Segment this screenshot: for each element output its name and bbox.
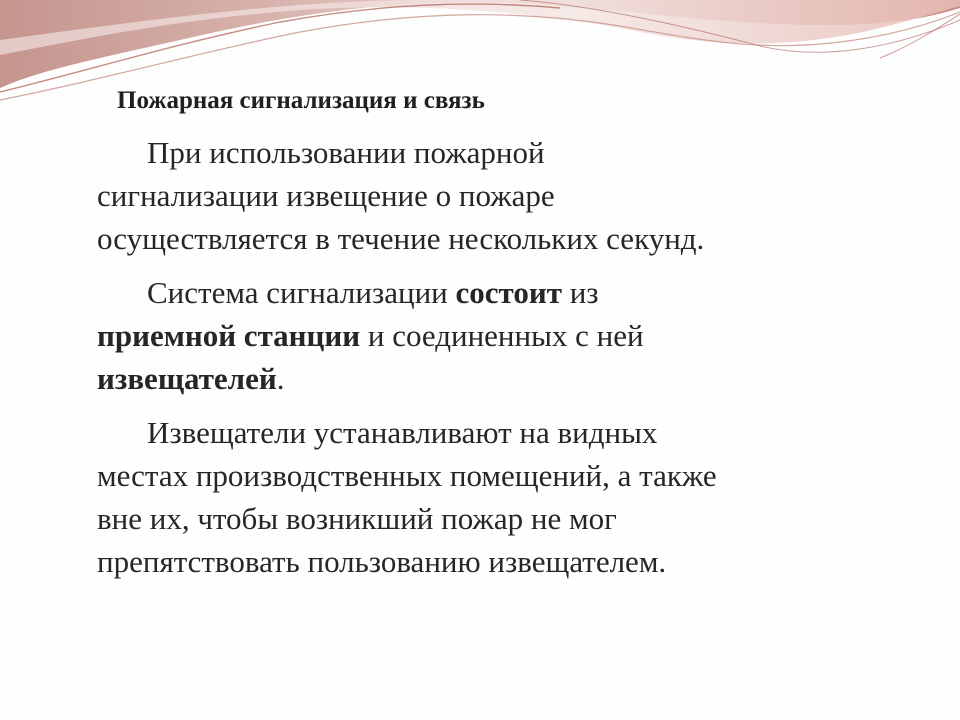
bold-term: состоит (455, 275, 562, 310)
paragraph-line: При использовании пожарной (147, 135, 545, 170)
paragraph-line (97, 271, 917, 314)
bold-term: приемной станции (97, 318, 361, 353)
paragraph-line (97, 314, 917, 357)
paragraph-detector-placement (97, 411, 917, 583)
slide-body (97, 131, 917, 594)
bold-term: извещателей (97, 361, 277, 396)
paragraph-line: препятствовать пользованию извещателем. (97, 544, 667, 579)
paragraph-system-composition (97, 271, 917, 400)
slide-title: Пожарная сигнализация и связь (117, 87, 485, 114)
paragraph-line: местах производственных помещений, а также (97, 458, 717, 493)
paragraph-line: Извещатели устанавливают на видных (147, 415, 658, 450)
paragraph-line (97, 357, 917, 400)
text-run: и соединенных с ней (360, 318, 644, 353)
paragraph-notification (97, 131, 917, 260)
text-run: . (276, 361, 285, 396)
paragraph-line: осуществляется в течение нескольких секунд. (97, 221, 705, 256)
text-run: Система сигнализации (147, 275, 456, 310)
paragraph-line: вне их, чтобы возникший пожар не мог (97, 501, 617, 536)
text-run: из (561, 275, 599, 310)
paragraph-line: сигнализации извещение о пожаре (97, 178, 555, 213)
